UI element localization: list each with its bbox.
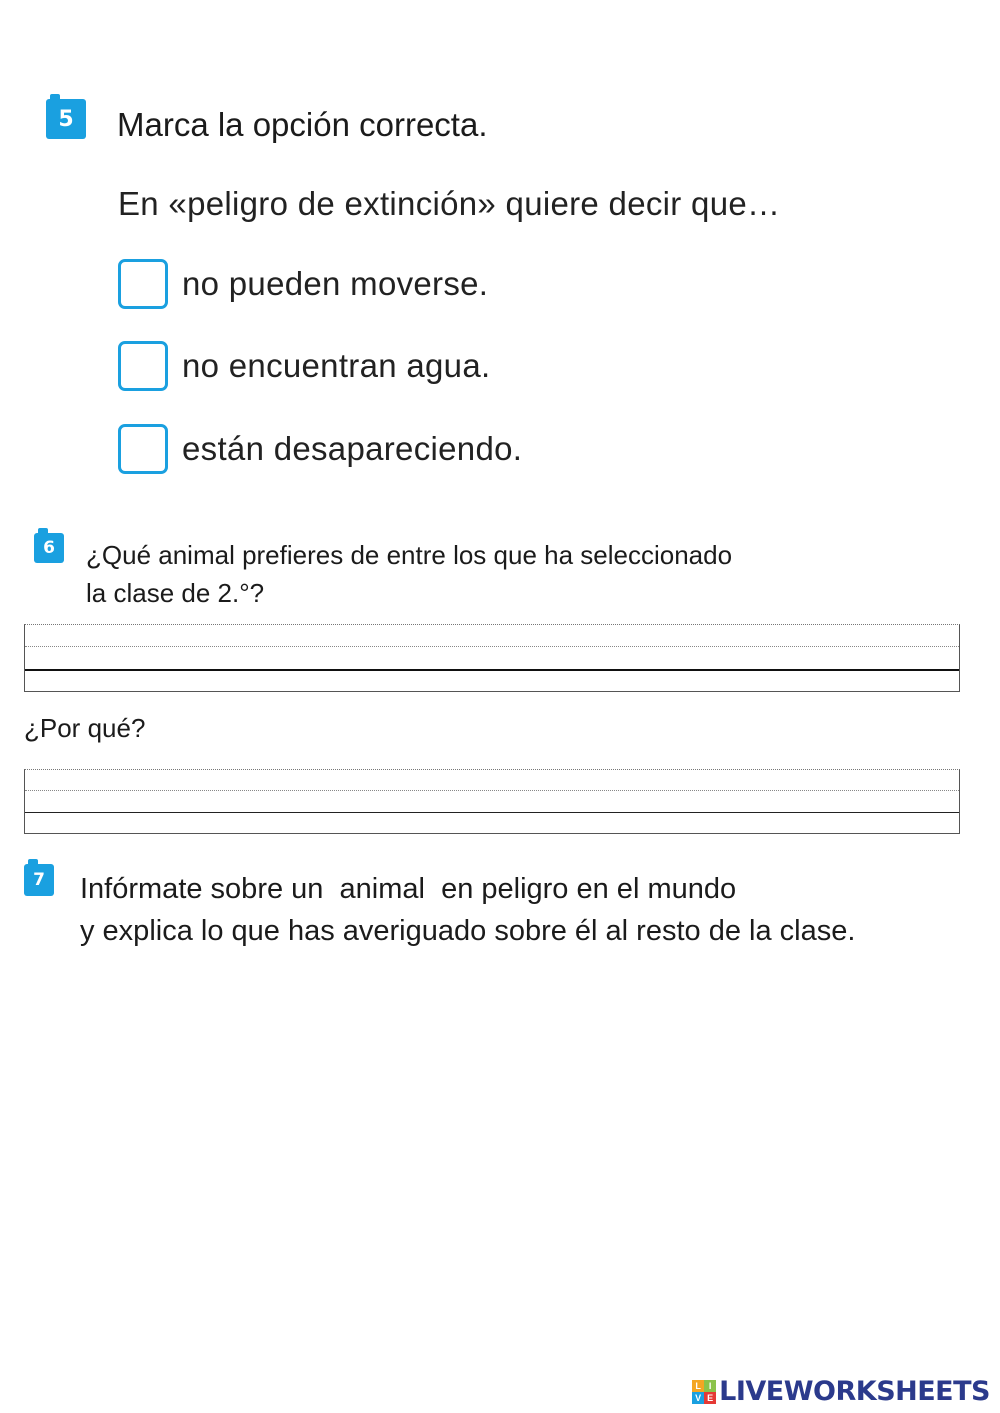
liveworksheets-footer [692, 1376, 990, 1407]
option-3-checkbox[interactable] [118, 424, 168, 474]
followup-answer-field[interactable] [24, 769, 960, 834]
option-2-checkbox[interactable] [118, 341, 168, 391]
question-7-line-1: Infórmate sobre un animal en peligro en el mundo [80, 873, 737, 905]
question-5-prompt: En «peligro de extinción» quiere decir que… [118, 185, 781, 222]
option-1[interactable] [118, 259, 488, 309]
option-1-checkbox[interactable] [118, 259, 168, 309]
question-6-line-1: ¿Qué animal prefieres de entre los que ha seleccionado [86, 540, 733, 570]
logo-letter: V [692, 1392, 704, 1404]
logo-letter: L [692, 1380, 704, 1392]
option-3[interactable] [118, 424, 522, 474]
question-7-badge [24, 864, 54, 896]
question-5-title: Marca la opción correcta. [117, 106, 488, 143]
question-7-text [80, 868, 855, 952]
option-2-label: no encuentran agua. [182, 347, 491, 384]
writing-line [25, 646, 959, 647]
question-6-text [86, 536, 846, 612]
option-2[interactable] [118, 341, 490, 391]
liveworksheets-logo-icon [692, 1380, 716, 1404]
question-6-answer-field[interactable] [24, 624, 960, 692]
liveworksheets-brand: LIVEWORKSHEETS [719, 1376, 990, 1407]
question-5-badge [46, 99, 86, 139]
question-6-line-2: la clase de 2.°? [86, 578, 265, 608]
question-5-number: 5 [58, 106, 74, 132]
question-6-badge [34, 533, 64, 563]
option-3-label: están desapareciendo. [182, 430, 523, 467]
logo-letter: E [704, 1392, 716, 1404]
writing-line [25, 790, 959, 791]
question-7-line-2: y explica lo que has averiguado sobre él al resto de la clase. [80, 915, 856, 947]
question-7-number: 7 [33, 870, 45, 890]
question-6-number: 6 [43, 538, 55, 558]
followup-question: ¿Por qué? [24, 713, 146, 743]
writing-line [25, 812, 959, 813]
option-1-label: no pueden moverse. [182, 265, 489, 302]
writing-line [25, 669, 959, 671]
logo-letter: I [704, 1380, 716, 1392]
